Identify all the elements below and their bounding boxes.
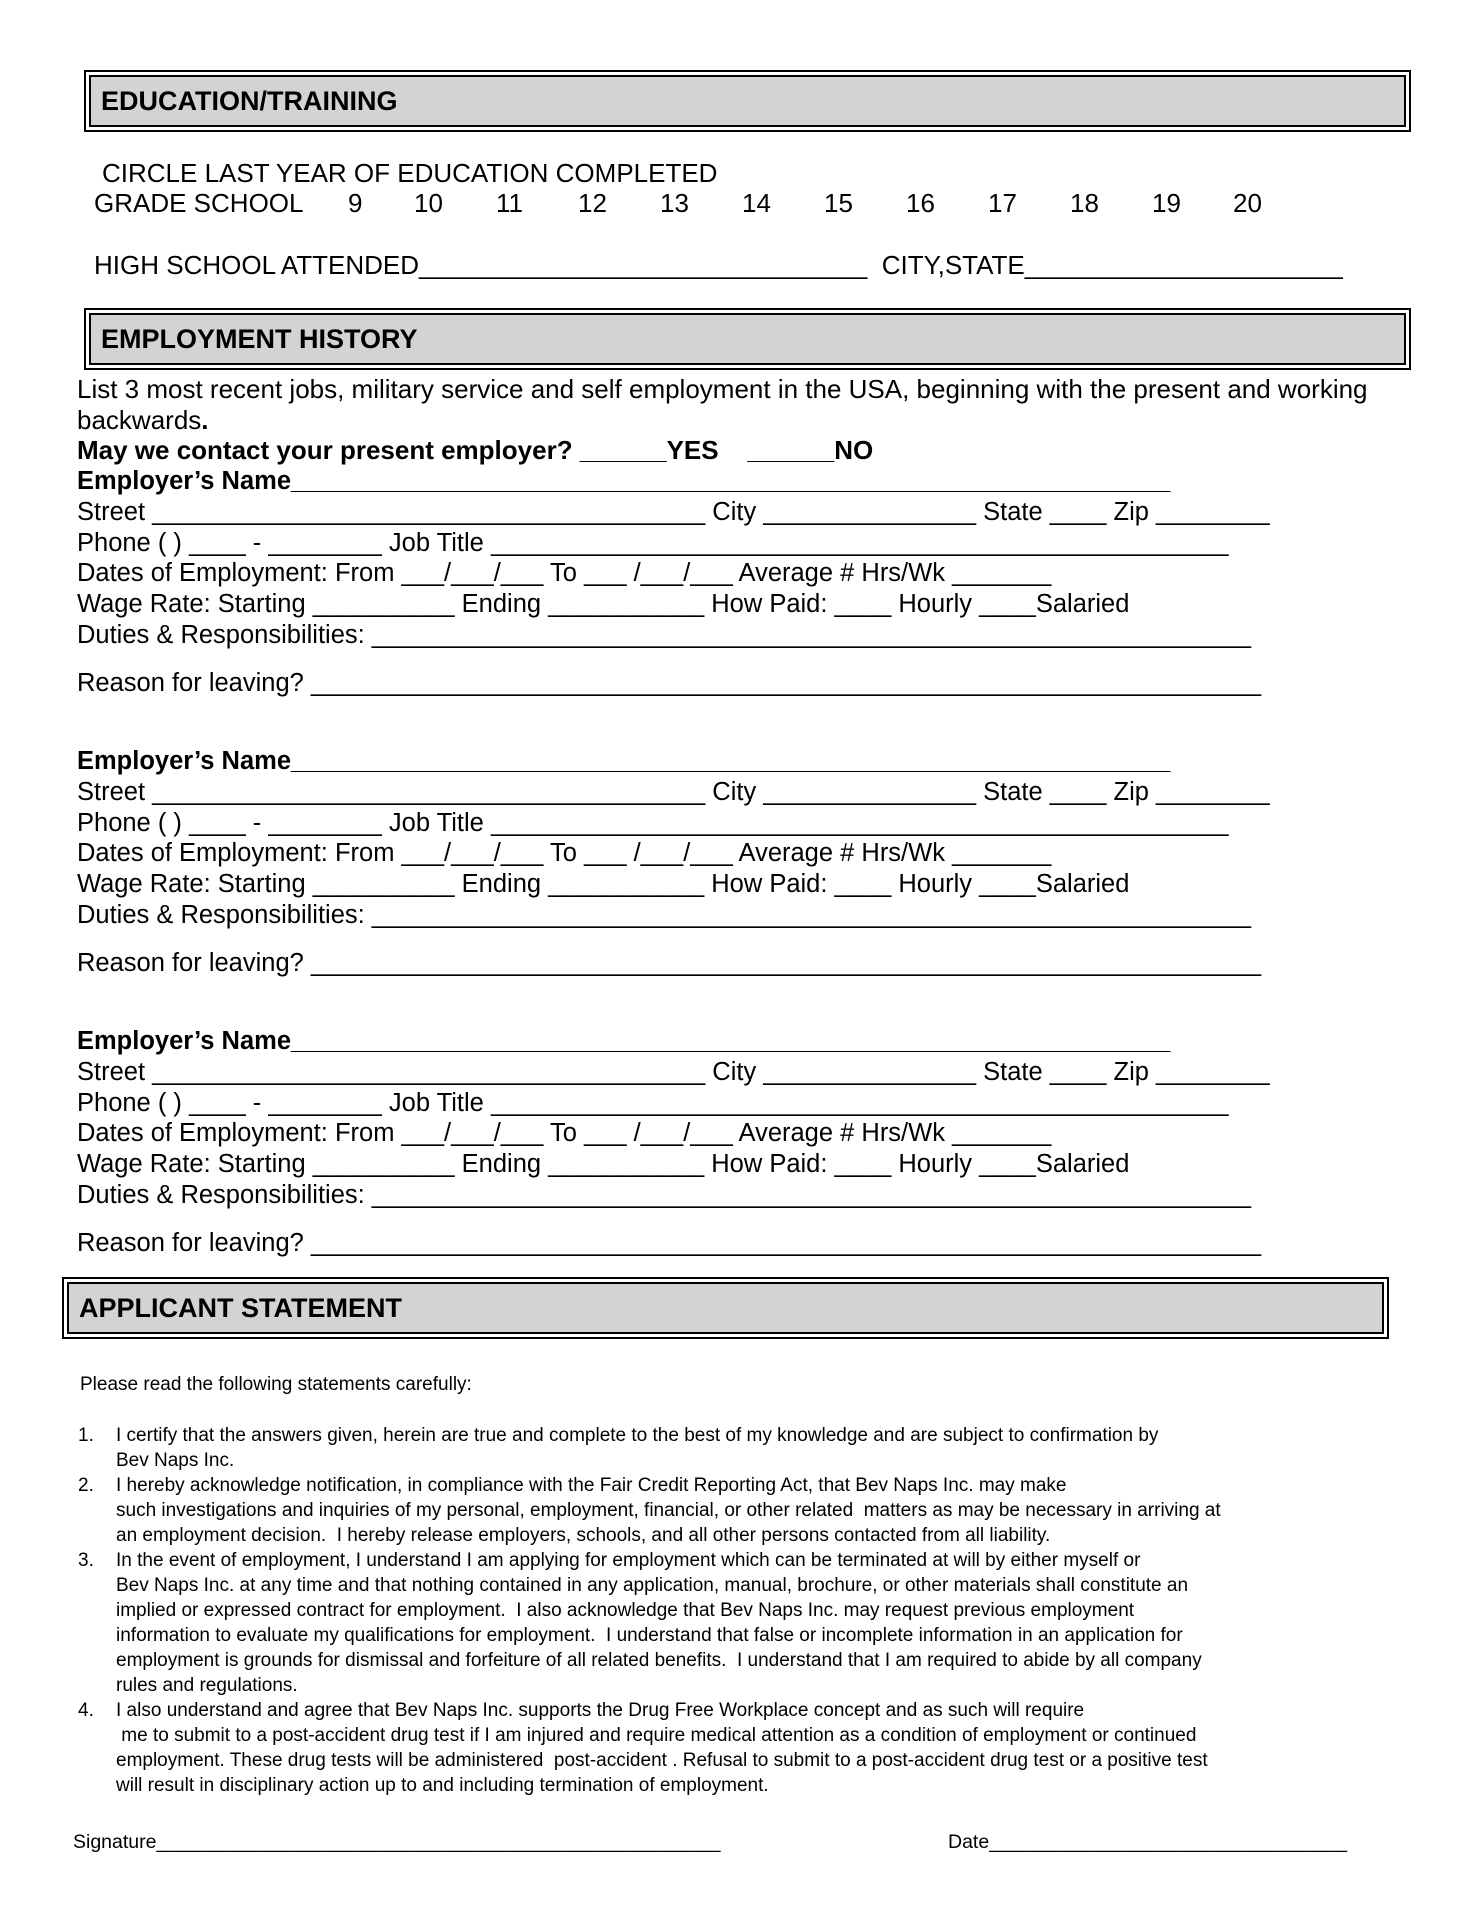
grade-option[interactable]: 14 [742, 188, 771, 218]
statement-line: Bev Naps Inc. [116, 1450, 235, 1471]
statement-line: In the event of employment, I understand I am applying for employment which can be terminated at will by either myself or [116, 1550, 1141, 1571]
statement-line: information to evaluate my qualifications for employment. I understand that false or incomplete information in an application for [116, 1625, 1183, 1646]
statement-line: implied or expressed contract for employment. I also acknowledge that Bev Naps Inc. may request previous employment [116, 1600, 1135, 1621]
employer-block [77, 466, 1270, 699]
employer-name-field[interactable]: Employer’s Name______________________________________________________________ [77, 467, 1171, 495]
grade-option[interactable]: 17 [988, 188, 1017, 218]
section-header-statement [62, 1277, 1389, 1339]
dates-field[interactable]: Dates of Employment: From ___/___/___ To ___ /___/___ Average # Hrs/Wk _______ [77, 839, 1052, 868]
statement-number: 3. [78, 1550, 94, 1571]
phone-field[interactable]: Phone ( ) ____ - ________ Job Title ____________________________________________________ [77, 808, 1229, 837]
dates-field[interactable]: Dates of Employment: From ___/___/___ To ___ /___/___ Average # Hrs/Wk _______ [77, 1119, 1052, 1148]
employment-intro-line2-text: backwards [77, 405, 202, 435]
duties-field[interactable]: Duties & Responsibilities: ______________________________________________________________ [77, 620, 1252, 649]
grade-option[interactable]: 9 [348, 188, 363, 218]
grade-option[interactable]: 15 [824, 188, 853, 218]
grade-option[interactable]: 10 [414, 188, 443, 218]
date-field[interactable]: Date_________________________________ [948, 1831, 1348, 1853]
spacer [77, 1211, 1270, 1228]
employer-block [77, 1026, 1270, 1259]
statement-number: 2. [78, 1475, 94, 1496]
section-header-education [84, 70, 1411, 132]
grade-option[interactable]: 11 [496, 188, 523, 218]
grade-option[interactable]: 16 [906, 188, 935, 218]
spacer [77, 931, 1270, 948]
statement-line: employment. These drug tests will be administered post-accident . Refusal to submit to a post-accident drug test or a positive test [116, 1750, 1208, 1771]
phone-field[interactable]: Phone ( ) ____ - ________ Job Title ____________________________________________________ [77, 1088, 1229, 1117]
statement-line: an employment decision. I hereby release employers, schools, and all other persons contacted from all liability. [116, 1525, 1051, 1546]
grade-option[interactable]: 12 [578, 188, 607, 218]
wage-field[interactable]: Wage Rate: Starting __________ Ending ___________ How Paid: ____ Hourly ____Salaried [77, 870, 1130, 899]
phone-field[interactable]: Phone ( ) ____ - ________ Job Title ____________________________________________________ [77, 528, 1229, 557]
street-field[interactable]: Street _______________________________________ City _______________ State ____ Zip ________ [77, 1057, 1270, 1086]
grade-option[interactable]: 19 [1152, 188, 1181, 218]
high-school-field[interactable]: HIGH SCHOOL ATTENDED_______________________________ CITY,STATE______________________ [94, 250, 1343, 280]
statement-number: 1. [78, 1425, 94, 1446]
statement-line: employment is grounds for dismissal and forfeiture of all related benefits. I understand that I am required to abide by all company [116, 1650, 1202, 1671]
employer-block [77, 746, 1270, 979]
contact-employer-question[interactable]: May we contact your present employer? ______YES ______NO [77, 435, 874, 465]
dates-field[interactable]: Dates of Employment: From ___/___/___ To ___ /___/___ Average # Hrs/Wk _______ [77, 559, 1052, 588]
statement-line: will result in disciplinary action up to and including termination of employment. [116, 1775, 769, 1796]
duties-field[interactable]: Duties & Responsibilities: ______________________________________________________________ [77, 900, 1252, 929]
grade-option[interactable]: 18 [1070, 188, 1099, 218]
employment-intro-line2 [77, 405, 209, 436]
reason-field[interactable]: Reason for leaving? ___________________________________________________________________ [77, 948, 1262, 977]
statement-number: 4. [78, 1700, 94, 1721]
statement-line: me to submit to a post-accident drug test if I am injured and require medical attention as a condition of employment or continued [116, 1725, 1197, 1746]
employer-name-field[interactable]: Employer’s Name______________________________________________________________ [77, 1027, 1171, 1055]
wage-field[interactable]: Wage Rate: Starting __________ Ending ___________ How Paid: ____ Hourly ____Salaried [77, 590, 1130, 619]
street-field[interactable]: Street _______________________________________ City _______________ State ____ Zip ________ [77, 777, 1270, 806]
employment-intro-line1: List 3 most recent jobs, military service and self employment in the USA, beginning with the present and working [77, 374, 1368, 404]
statement-line: I also understand and agree that Bev Naps Inc. supports the Drug Free Workplace concept and as such will require [116, 1700, 1085, 1721]
employment-intro-period: . [201, 405, 209, 435]
section-title-education: EDUCATION/TRAINING [89, 75, 1406, 127]
section-header-employment [84, 308, 1411, 370]
statement-line: such investigations and inquiries of my personal, employment, financial, or other related matters as may be necessary in arriving at [116, 1500, 1221, 1521]
statement-intro: Please read the following statements carefully: [80, 1374, 472, 1395]
grade-option[interactable]: 13 [660, 188, 689, 218]
wage-field[interactable]: Wage Rate: Starting __________ Ending ___________ How Paid: ____ Hourly ____Salaried [77, 1150, 1130, 1179]
spacer [77, 651, 1270, 668]
grade-option[interactable]: 20 [1233, 188, 1262, 218]
signature-field[interactable]: Signature____________________________________________________ [73, 1831, 721, 1853]
section-title-employment: EMPLOYMENT HISTORY [89, 313, 1406, 365]
duties-field[interactable]: Duties & Responsibilities: ______________________________________________________________ [77, 1180, 1252, 1209]
statement-line: I hereby acknowledge notification, in compliance with the Fair Credit Reporting Act, that Bev Naps Inc. may make [116, 1475, 1067, 1496]
reason-field[interactable]: Reason for leaving? ___________________________________________________________________ [77, 668, 1262, 697]
statement-line: rules and regulations. [116, 1675, 298, 1696]
statement-line: I certify that the answers given, herein are true and complete to the best of my knowledge and are subject to confirmation by [116, 1425, 1159, 1446]
grade-school-label: GRADE SCHOOL [94, 188, 304, 218]
section-title-statement: APPLICANT STATEMENT [67, 1282, 1384, 1334]
statement-line: Bev Naps Inc. at any time and that nothing contained in any application, manual, brochure, or other materials shall constitute an [116, 1575, 1189, 1596]
circle-education-label: CIRCLE LAST YEAR OF EDUCATION COMPLETED [102, 158, 718, 188]
employer-name-field[interactable]: Employer’s Name______________________________________________________________ [77, 747, 1171, 775]
street-field[interactable]: Street _______________________________________ City _______________ State ____ Zip ________ [77, 497, 1270, 526]
reason-field[interactable]: Reason for leaving? ___________________________________________________________________ [77, 1228, 1262, 1257]
